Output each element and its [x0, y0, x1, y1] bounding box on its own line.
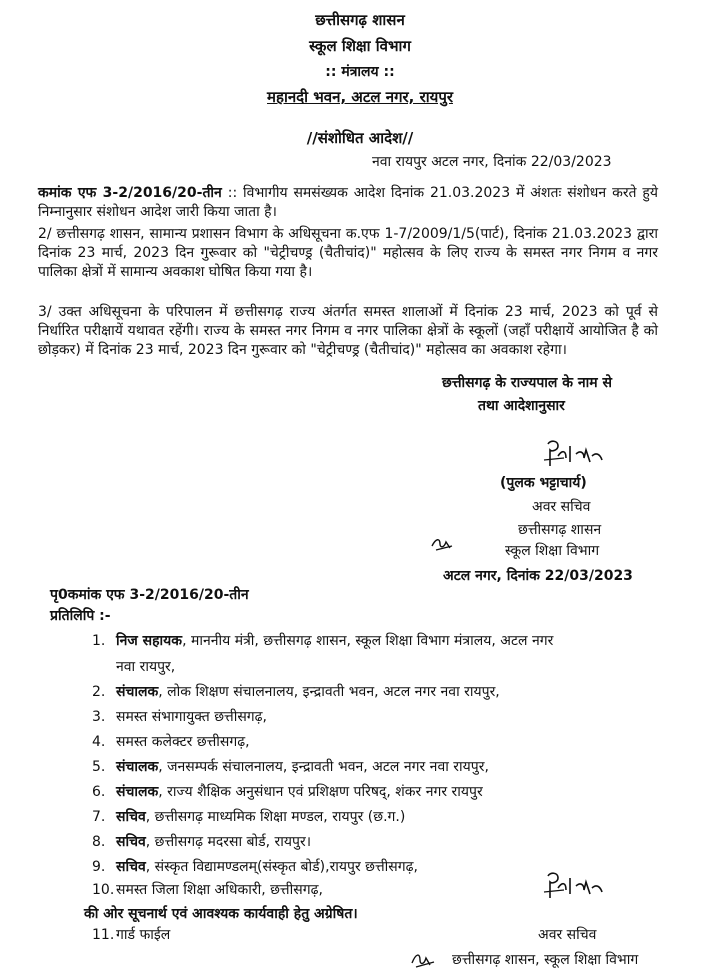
copy-label: प्रतिलिपि :- — [50, 608, 111, 624]
list-item: 10. समस्त जिला शिक्षा अधिकारी, छत्तीसगढ़, — [92, 882, 323, 898]
list-item: नवा रायपुर, — [116, 659, 176, 675]
signatory-name: (पुलक भट्टाचार्य) — [500, 475, 587, 491]
order-reference: कमांक एफ 3-2/2016/20-तीन — [38, 185, 222, 201]
forward-text: की ओर सूचनार्थ एवं आवश्यक कार्यवाही हेतु अग्रेषित। — [84, 906, 358, 922]
list-item: 2. संचालक, लोक शिक्षण संचालनालय, इन्द्रावती भवन, अटल नगर नवा रायपुर, — [92, 684, 500, 700]
header-dept: स्कूल शिक्षा विभाग — [309, 37, 411, 55]
list-item: 1. निज सहायक, माननीय मंत्री, छत्तीसगढ़ शासन, स्कूल शिक्षा विभाग मंत्रालय, अटल नगर — [92, 633, 554, 649]
list-item: 11. गार्ड फाईल — [92, 927, 171, 943]
order-date: नवा रायपुर अटल नगर, दिनांक 22/03/2023 — [372, 154, 612, 170]
order-para-2: 2/ छत्तीसगढ़ शासन, सामान्य प्रशासन विभाग के अधिसूचना क.एफ 1-7/2009/1/5(पार्ट), दिनांक 21.03.2023 द्वारा दिनांक 23 मार्च, 2023 दिन गुरूवार को "चेट्रीचण्ड्र (चैतीचांद)" महोत्सव के लिए राज्य के समस्त नगर निगम व नगर पालिका क्षेत्रों में सामान्य अवकाश घोषित किया गया है। — [38, 226, 658, 280]
signatory-dept: स्कूल शिक्षा विभाग — [505, 543, 600, 559]
signature-2-icon — [540, 868, 610, 904]
order-para-1: कमांक एफ 3-2/2016/20-तीन :: विभागीय समसंख्यक आदेश दिनांक 21.03.2023 में अंशतः संशोधन करते हुये निम्नानुसार संशोधन आदेश जारी किया जाता है। — [38, 185, 658, 220]
copy-date: अटल नगर, दिनांक 22/03/2023 — [443, 568, 633, 584]
list-item: 9. सचिव, संस्कृत विद्यामण्डलम्(संस्कृत बोर्ड),रायपुर छत्तीसगढ़, — [92, 859, 418, 875]
order-title: //संशोधित आदेश// — [306, 129, 414, 147]
header-ministry: :: मंत्रालय :: — [325, 64, 395, 80]
copy-sig-designation: अवर सचिव — [538, 927, 597, 943]
list-item: 5. संचालक, जनसम्पर्क संचालनालय, इन्द्रावती भवन, अटल नगर नवा रायपुर, — [92, 759, 489, 775]
list-item: 6. संचालक, राज्य शैक्षिक अनुसंधान एवं प्रशिक्षण परिषद्, शंकर नगर रायपुर — [92, 784, 483, 800]
signatory-designation: अवर सचिव — [532, 499, 591, 515]
list-item: 3. समस्त संभागायुक्त छत्तीसगढ़, — [92, 709, 267, 725]
order-para-3: 3/ उक्त अधिसूचना के परिपालन में छत्तीसगढ़ राज्य अंतर्गत समस्त शालाओं में दिनांक 23 मार्च, 2023 को पूर्व से निर्धारित परीक्षायें यथावत रहेंगी। राज्य के समस्त नगर निगम व नगर पालिका क्षेत्रों के स्कूलों (जहॉं परीक्षायें आयोजित है को छोड़कर) में दिनांक 23 मार्च, 2023 दिन गुरूवार को "चेट्रीचण्ड्र (चैतीचांद)" महोत्सव का अवकाश रहेगा। — [38, 304, 658, 358]
header-address: महानदी भवन, अटल नगर, रायपुर — [267, 88, 453, 106]
copy-reference: पृ0कमांक एफ 3-2/2016/20-तीन — [50, 587, 249, 603]
governor-line-1: छत्तीसगढ़ के राज्यपाल के नाम से — [442, 375, 612, 391]
list-item: 8. सचिव, छत्तीसगढ़ मदरसा बोर्ड, रायपुर। — [92, 834, 311, 850]
list-item: 4. समस्त कलेक्टर छत्तीसगढ़, — [92, 734, 250, 750]
header-govt: छत्तीसगढ़ शासन — [315, 11, 405, 29]
initials-1-icon — [430, 536, 456, 552]
governor-line-2: तथा आदेशानुसार — [478, 398, 565, 414]
copy-sig-dept: छत्तीसगढ़ शासन, स्कूल शिक्षा विभाग — [452, 952, 639, 968]
initials-2-icon — [410, 951, 438, 969]
signature-1-icon — [540, 436, 610, 472]
list-item: 7. सचिव, छत्तीसगढ़ माध्यमिक शिक्षा मण्डल, रायपुर (छ.ग.) — [92, 809, 406, 825]
signatory-govt: छत्तीसगढ़ शासन — [518, 522, 602, 538]
